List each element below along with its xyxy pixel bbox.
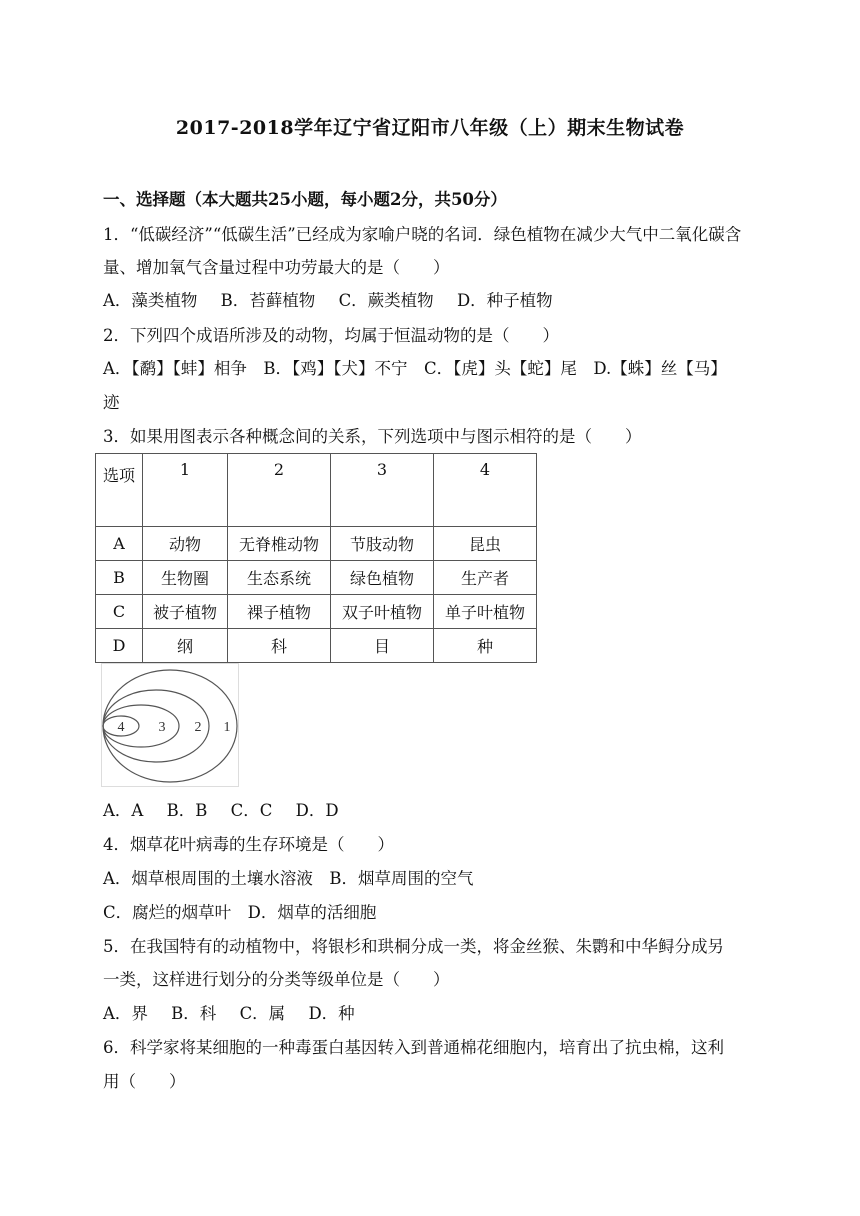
table-cell: 昆虫 bbox=[434, 527, 537, 561]
concept-nesting-diagram bbox=[101, 663, 239, 787]
q5-option-d: D．种 bbox=[308, 1004, 355, 1023]
q5-option-b: B．科 bbox=[171, 1004, 217, 1023]
page-title: 2017-2018学年辽宁省辽阳市八年级（上）期末生物试卷 bbox=[175, 117, 685, 139]
section-heading: 一、选择题（本大题共25小题，每小题2分，共50分） bbox=[103, 190, 507, 209]
q4-options-line1: A．烟草根周围的土壤水溶液 B．烟草周围的空气 bbox=[103, 869, 474, 888]
table-cell: D bbox=[96, 629, 143, 663]
table-row bbox=[96, 629, 537, 663]
q5-option-c: C．属 bbox=[239, 1004, 286, 1023]
diagram-label-4: 4 bbox=[117, 720, 125, 735]
diagram-label-2: 2 bbox=[194, 720, 202, 735]
table-header-row bbox=[96, 454, 537, 527]
q5-option-a: A．界 bbox=[103, 1004, 148, 1023]
q6-stem-line1: 6．科学家将某细胞的一种毒蛋白基因转入到普通棉花细胞内，培育出了抗虫棉，这利 bbox=[103, 1038, 724, 1057]
table-cell: 生态系统 bbox=[228, 561, 331, 595]
q1-option-c: C．蕨类植物 bbox=[338, 291, 434, 310]
q3-option-d: D．D bbox=[295, 801, 339, 820]
q2-options-line1: A．【鹬】【蚌】相争 B．【鸡】【犬】不宁 C．【虎】头【蛇】尾 D.【蛛】丝【马】 bbox=[103, 359, 727, 378]
table-row bbox=[96, 595, 537, 629]
q3-table bbox=[95, 453, 537, 663]
table-cell: C bbox=[96, 595, 143, 629]
q3-option-b: B．B bbox=[166, 801, 208, 820]
table-header-cell: 4 bbox=[434, 454, 537, 527]
table-cell: 无脊椎动物 bbox=[228, 527, 331, 561]
table-cell: 裸子植物 bbox=[228, 595, 331, 629]
q3-options bbox=[103, 800, 357, 822]
table-cell: B bbox=[96, 561, 143, 595]
table-cell: 双子叶植物 bbox=[331, 595, 434, 629]
q2-options-line2: 迹 bbox=[103, 393, 120, 412]
q2-stem: 2．下列四个成语所涉及的动物，均属于恒温动物的是（ ） bbox=[103, 326, 559, 345]
diagram-label-1: 1 bbox=[223, 720, 231, 735]
table-cell: A bbox=[96, 527, 143, 561]
table-cell: 单子叶植物 bbox=[434, 595, 537, 629]
table-cell: 科 bbox=[228, 629, 331, 663]
q4-options-line2: C．腐烂的烟草叶 D．烟草的活细胞 bbox=[103, 903, 377, 922]
q1-option-a: A．藻类植物 bbox=[103, 291, 198, 310]
table-cell: 节肢动物 bbox=[331, 527, 434, 561]
table-row bbox=[96, 527, 537, 561]
table-cell: 生物圈 bbox=[143, 561, 228, 595]
q5-stem-line2: 一类，这样进行划分的分类等级单位是（ ） bbox=[103, 970, 450, 989]
table-cell: 纲 bbox=[143, 629, 228, 663]
table-cell: 生产者 bbox=[434, 561, 537, 595]
q1-stem-line2: 量、增加氧气含量过程中功劳最大的是（ ） bbox=[103, 258, 450, 277]
table-cell: 绿色植物 bbox=[331, 561, 434, 595]
diagram-label-3: 3 bbox=[158, 720, 166, 735]
q4-stem: 4．烟草花叶病毒的生存环境是（ ） bbox=[103, 835, 394, 854]
table-header-cell: 3 bbox=[331, 454, 434, 527]
table-row bbox=[96, 561, 537, 595]
q3-stem: 3．如果用图表示各种概念间的关系，下列选项中与图示相符的是（ ） bbox=[103, 427, 642, 446]
table-header-cell: 1 bbox=[143, 454, 228, 527]
q1-options bbox=[103, 290, 571, 312]
q5-options bbox=[103, 1003, 373, 1025]
table-cell: 目 bbox=[331, 629, 434, 663]
q1-option-b: B．苔藓植物 bbox=[220, 291, 316, 310]
q3-option-a: A．A bbox=[103, 801, 144, 820]
table-header-cell: 2 bbox=[228, 454, 331, 527]
table-cell: 动物 bbox=[143, 527, 228, 561]
table-cell: 被子植物 bbox=[143, 595, 228, 629]
table-header-cell: 选项 bbox=[96, 454, 143, 527]
q1-option-d: D．种子植物 bbox=[456, 291, 553, 310]
q5-stem-line1: 5．在我国特有的动植物中，将银杉和珙桐分成一类，将金丝猴、朱鹮和中华鲟分成另 bbox=[103, 937, 724, 956]
q1-stem-line1: 1．“低碳经济”“低碳生活”已经成为家喻户晓的名词．绿色植物在减少大气中二氧化碳含 bbox=[103, 225, 742, 244]
q3-option-c: C．C bbox=[230, 801, 273, 820]
table-cell: 种 bbox=[434, 629, 537, 663]
q6-stem-line2: 用（ ） bbox=[103, 1072, 186, 1091]
